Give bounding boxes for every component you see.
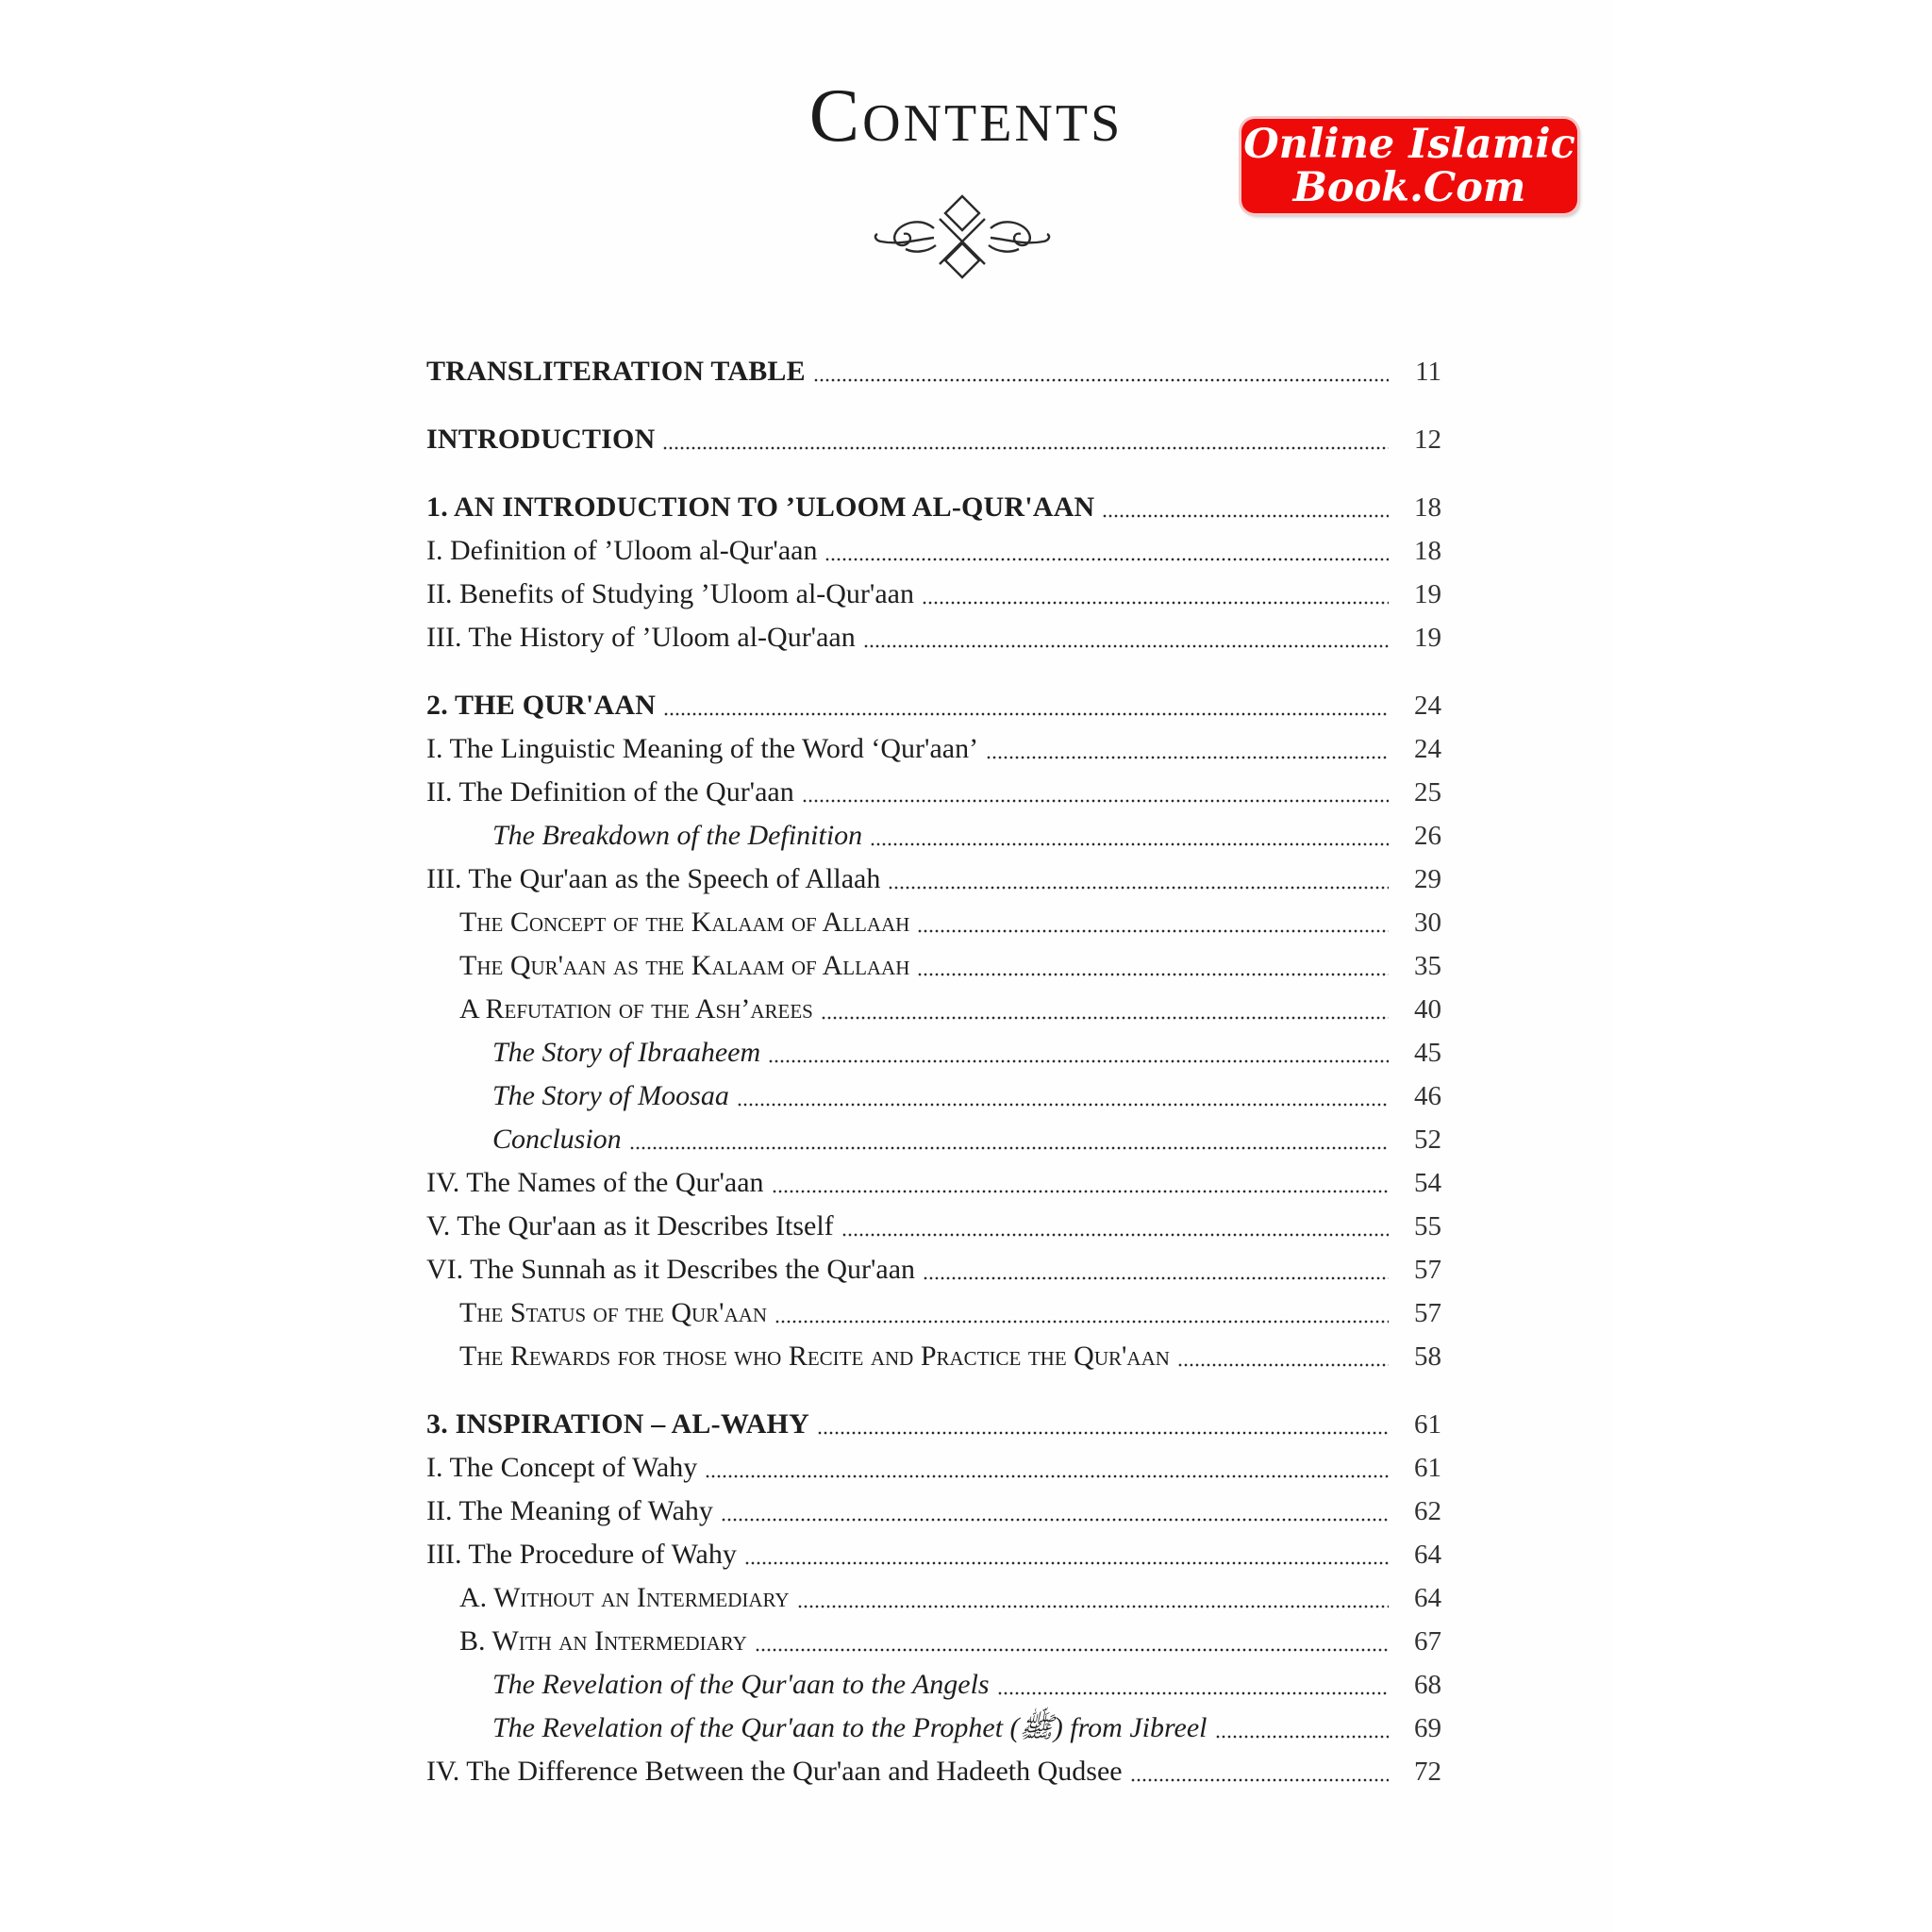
toc-entry bbox=[426, 351, 1441, 391]
dot-leader bbox=[662, 446, 1389, 450]
toc-page-number: 12 bbox=[1414, 425, 1441, 455]
toc-entry bbox=[426, 1336, 1441, 1375]
toc-entry-label: IV. The Difference Between the Qur'aan and Hadeeth Qudsee bbox=[426, 1756, 1123, 1787]
toc-page-number: 61 bbox=[1414, 1453, 1441, 1483]
toc-entry bbox=[426, 1206, 1441, 1245]
dot-leader bbox=[737, 1103, 1389, 1107]
toc-page-number: 64 bbox=[1414, 1540, 1441, 1570]
toc-entry-label: The Status of the Qur'aan bbox=[459, 1297, 768, 1328]
dot-leader bbox=[1130, 1778, 1389, 1782]
toc-entry bbox=[426, 530, 1441, 570]
toc-page-number: 72 bbox=[1414, 1757, 1441, 1787]
toc-page-number: 40 bbox=[1414, 994, 1441, 1024]
dot-leader bbox=[797, 1605, 1389, 1608]
toc-entry bbox=[426, 685, 1441, 724]
toc-entry-label: INTRODUCTION bbox=[426, 424, 656, 455]
dot-leader bbox=[774, 1320, 1389, 1324]
badge-line-2: Book.Com bbox=[1292, 164, 1526, 211]
toc-entry bbox=[426, 574, 1441, 613]
dot-leader bbox=[705, 1474, 1389, 1478]
dot-leader bbox=[917, 929, 1389, 933]
dot-leader bbox=[870, 842, 1389, 846]
toc-entry-label: III. The Qur'aan as the Speech of Allaah bbox=[426, 863, 881, 894]
toc-entry-label: The Story of Moosaa bbox=[492, 1080, 729, 1111]
toc-page-number: 24 bbox=[1414, 734, 1441, 764]
toc-entry bbox=[426, 815, 1441, 855]
toc-entry-label: II. The Definition of the Qur'aan bbox=[426, 776, 794, 808]
toc-entry-label: TRANSLITERATION TABLE bbox=[426, 356, 806, 387]
toc-page-number: 35 bbox=[1414, 951, 1441, 981]
dot-leader bbox=[772, 1190, 1389, 1193]
toc-entry bbox=[426, 1162, 1441, 1202]
toc-entry bbox=[426, 858, 1441, 898]
toc-entry-label: 3. INSPIRATION – AL-WAHY bbox=[426, 1408, 809, 1440]
toc-entry bbox=[426, 1119, 1441, 1158]
toc-entry-label: II. The Meaning of Wahy bbox=[426, 1495, 713, 1526]
toc-page-number: 26 bbox=[1414, 821, 1441, 851]
toc-entry bbox=[426, 989, 1441, 1028]
toc-entry-label: I. The Linguistic Meaning of the Word ‘Qur'aan’ bbox=[426, 733, 979, 764]
dot-leader bbox=[1102, 514, 1389, 518]
dot-leader bbox=[863, 644, 1389, 648]
dot-leader bbox=[755, 1648, 1389, 1652]
toc-page-number: 24 bbox=[1414, 691, 1441, 721]
dot-leader bbox=[986, 756, 1389, 759]
toc-entry-label: VI. The Sunnah as it Describes the Qur'aan bbox=[426, 1254, 916, 1285]
watermark-badge bbox=[1241, 119, 1577, 213]
toc-entry bbox=[426, 1404, 1441, 1443]
toc-entry bbox=[426, 902, 1441, 941]
toc-entry-label: 2. THE QUR'AAN bbox=[426, 690, 657, 721]
toc-entry bbox=[426, 419, 1441, 458]
toc-page-number: 46 bbox=[1414, 1081, 1441, 1111]
toc-page-number: 18 bbox=[1414, 492, 1441, 523]
toc-page-number: 57 bbox=[1414, 1255, 1441, 1285]
toc-page-number: 19 bbox=[1414, 579, 1441, 609]
toc-entry bbox=[426, 1249, 1441, 1289]
toc-entry bbox=[426, 1751, 1441, 1790]
toc-page-number: 57 bbox=[1414, 1298, 1441, 1328]
toc-entry bbox=[426, 1292, 1441, 1332]
toc-entry bbox=[426, 617, 1441, 657]
toc-entry-label: A. Without an Intermediary bbox=[459, 1582, 790, 1613]
toc-entry-label: The Concept of the Kalaam of Allaah bbox=[459, 907, 910, 938]
toc-entry-label: The Revelation of the Qur'aan to the Angels bbox=[492, 1669, 990, 1700]
dot-leader bbox=[802, 799, 1389, 803]
dot-leader bbox=[824, 558, 1389, 561]
dot-leader bbox=[817, 1431, 1389, 1435]
toc-entry bbox=[426, 1664, 1441, 1704]
toc-page-number: 62 bbox=[1414, 1496, 1441, 1526]
toc-page-number: 64 bbox=[1414, 1583, 1441, 1613]
dot-leader bbox=[888, 886, 1389, 890]
dot-leader bbox=[1215, 1735, 1389, 1739]
toc-entry-label: The Revelation of the Qur'aan to the Prophet (ﷺ) from Jibreel bbox=[492, 1712, 1208, 1743]
toc-page-number: 25 bbox=[1414, 777, 1441, 808]
toc-entry bbox=[426, 772, 1441, 811]
badge-line-1: Online Islamic bbox=[1243, 121, 1575, 168]
dot-leader bbox=[922, 601, 1389, 605]
toc-entry-label: Conclusion bbox=[492, 1124, 622, 1155]
toc-entry bbox=[426, 1577, 1441, 1617]
dot-leader bbox=[813, 378, 1389, 382]
toc-page-number: 68 bbox=[1414, 1670, 1441, 1700]
toc-entry-label: The Story of Ibraaheem bbox=[492, 1037, 761, 1068]
dot-leader bbox=[1177, 1363, 1389, 1367]
toc-page-number: 54 bbox=[1414, 1168, 1441, 1198]
toc-entry-label: III. The History of ’Uloom al-Qur'aan bbox=[426, 622, 856, 653]
dot-leader bbox=[841, 1233, 1389, 1237]
dot-leader bbox=[923, 1276, 1389, 1280]
fleuron-ornament-icon bbox=[868, 191, 1057, 289]
toc-page-number: 11 bbox=[1415, 357, 1441, 387]
toc-page-number: 18 bbox=[1414, 536, 1441, 566]
toc-entry bbox=[426, 1447, 1441, 1487]
toc-entry-label: III. The Procedure of Wahy bbox=[426, 1539, 737, 1570]
toc-entry bbox=[426, 1491, 1441, 1530]
toc-entry bbox=[426, 1075, 1441, 1115]
toc-page-number: 67 bbox=[1414, 1626, 1441, 1657]
dot-leader bbox=[917, 973, 1389, 976]
toc-entry-label: A Refutation of the Ash’arees bbox=[459, 993, 813, 1024]
toc-entry bbox=[426, 1707, 1441, 1747]
dot-leader bbox=[721, 1518, 1389, 1522]
dot-leader bbox=[629, 1146, 1389, 1150]
dot-leader bbox=[744, 1561, 1389, 1565]
toc-entry-label: B. With an Intermediary bbox=[459, 1625, 747, 1657]
toc-entry-label: The Rewards for those who Recite and Practice the Qur'aan bbox=[459, 1341, 1170, 1372]
toc-entry bbox=[426, 1534, 1441, 1574]
toc-entry-label: I. Definition of ’Uloom al-Qur'aan bbox=[426, 535, 818, 566]
toc-entry bbox=[426, 945, 1441, 985]
toc-page-number: 61 bbox=[1414, 1409, 1441, 1440]
toc-entry bbox=[426, 728, 1441, 768]
toc-entry-label: The Breakdown of the Definition bbox=[492, 820, 863, 851]
toc-entry-label: 1. AN INTRODUCTION TO ’ULOOM AL-QUR'AAN bbox=[426, 491, 1095, 523]
toc-entry-label: I. The Concept of Wahy bbox=[426, 1452, 698, 1483]
toc-entry-label: The Qur'aan as the Kalaam of Allaah bbox=[459, 950, 910, 981]
toc-page-number: 69 bbox=[1414, 1713, 1441, 1743]
toc-page-number: 55 bbox=[1414, 1211, 1441, 1241]
toc-entry bbox=[426, 1621, 1441, 1660]
toc-entry-label: IV. The Names of the Qur'aan bbox=[426, 1167, 764, 1198]
toc-page-number: 45 bbox=[1414, 1038, 1441, 1068]
toc-entry bbox=[426, 1032, 1441, 1072]
toc-page-number: 19 bbox=[1414, 623, 1441, 653]
toc-page-number: 30 bbox=[1414, 908, 1441, 938]
toc-page-number: 58 bbox=[1414, 1341, 1441, 1372]
toc-entry-label: II. Benefits of Studying ’Uloom al-Qur'aan bbox=[426, 578, 914, 609]
dot-leader bbox=[768, 1059, 1389, 1063]
page-title: Contents bbox=[808, 75, 1124, 158]
toc-entry bbox=[426, 487, 1441, 526]
toc-page-number: 29 bbox=[1414, 864, 1441, 894]
dot-leader bbox=[997, 1691, 1389, 1695]
dot-leader bbox=[821, 1016, 1389, 1020]
toc-entry-label: V. The Qur'aan as it Describes Itself bbox=[426, 1210, 834, 1241]
toc-page-number: 52 bbox=[1414, 1124, 1441, 1155]
dot-leader bbox=[663, 712, 1389, 716]
